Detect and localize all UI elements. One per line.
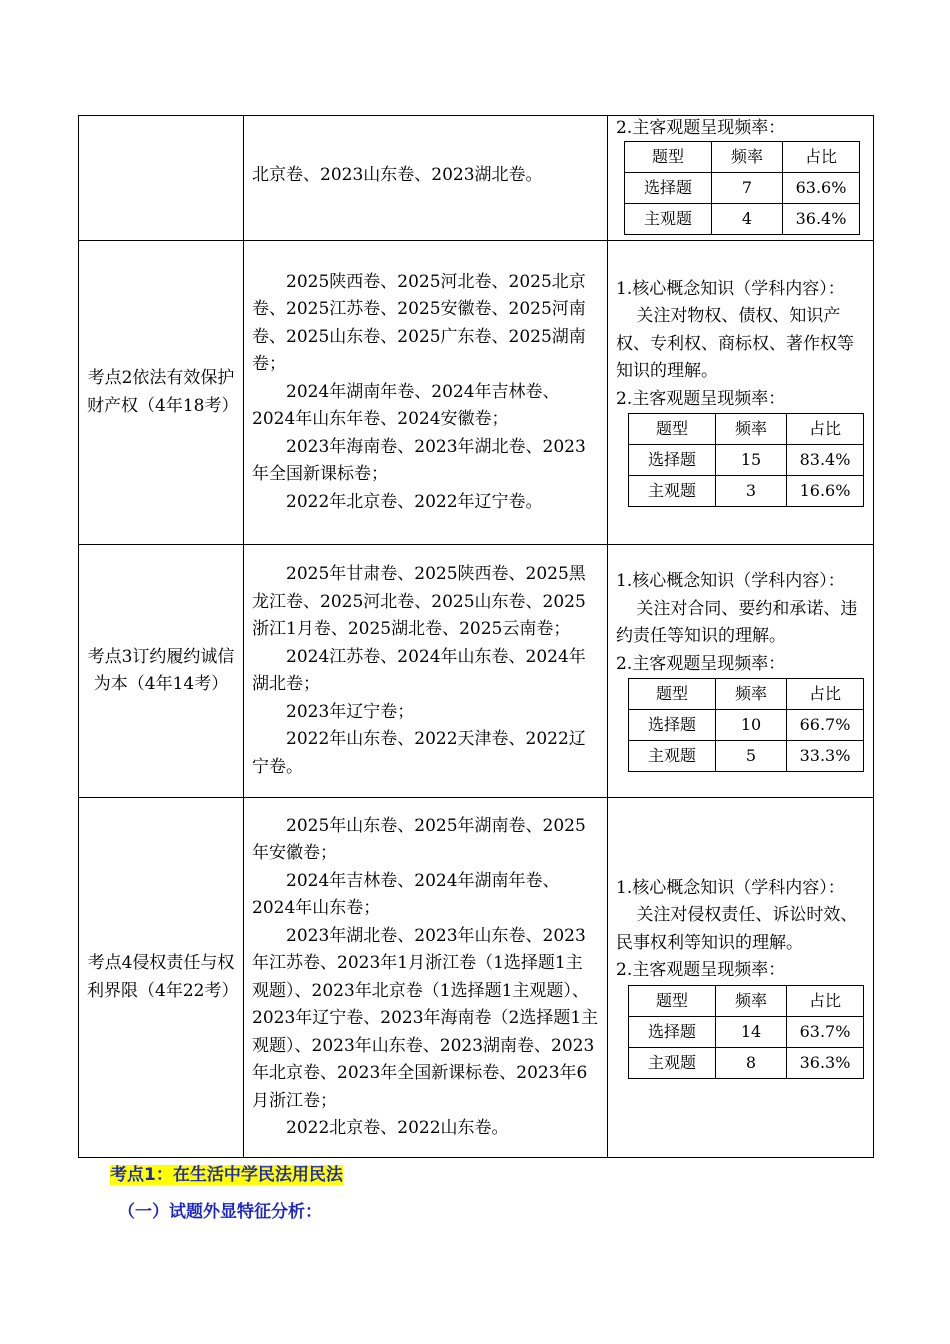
type-cell: 主观题	[629, 1047, 716, 1078]
header-cell: 占比	[787, 679, 864, 710]
header-cell: 频率	[712, 142, 783, 173]
frequency-table	[628, 678, 864, 772]
source-line: 2025陕西卷、2025河北卷、2025北京卷、2025江苏卷、2025安徽卷、2025河南卷、2025山东卷、2025广东卷、2025湖南卷；	[252, 271, 586, 375]
ratio-cell: 33.3%	[787, 741, 864, 772]
table-row	[625, 142, 860, 173]
source-line: 2024年湖南年卷、2024年吉林卷、2024年山东年卷、2024安徽卷；	[252, 381, 560, 430]
source-line: 2022年北京卷、2022年辽宁卷。	[286, 491, 543, 512]
ratio-cell: 36.3%	[787, 1047, 864, 1078]
count-cell: 7	[712, 173, 783, 204]
type-cell: 主观题	[629, 476, 716, 507]
ratio-cell: 63.7%	[787, 1016, 864, 1047]
source-line: 2024年吉林卷、2024年湖南年卷、2024年山东卷；	[252, 870, 560, 918]
info-cell	[608, 545, 874, 798]
source-line: 北京卷、2023山东卷、2023湖北卷。	[252, 165, 543, 185]
header-cell: 频率	[716, 679, 787, 710]
table-row	[629, 710, 864, 741]
source-line: 2025年甘肃卷、2025陕西卷、2025黑龙江卷、2025河北卷、2025山东卷、2025浙江1月卷、2025湖北卷、2025云南卷；	[252, 564, 586, 639]
type-cell: 选择题	[629, 710, 716, 741]
source-line: 2023年海南卷、2023年湖北卷、2023年全国新课标卷；	[252, 436, 586, 485]
table-row	[625, 173, 860, 204]
info-cell	[608, 116, 874, 241]
header-cell: 题型	[629, 414, 716, 445]
ratio-cell: 16.6%	[787, 476, 864, 507]
frequency-table	[628, 413, 864, 507]
table-row	[629, 679, 864, 710]
table-row	[629, 741, 864, 772]
source-line: 2025年山东卷、2025年湖南卷、2025年安徽卷；	[252, 815, 586, 863]
topic-cell: 考点3订约履约诚信为本（4年14考）	[79, 545, 244, 798]
header-cell: 频率	[716, 985, 787, 1016]
table-row	[629, 1016, 864, 1047]
table-row	[79, 116, 874, 241]
sources-cell	[244, 798, 608, 1158]
table-row	[629, 1047, 864, 1078]
table-row	[629, 476, 864, 507]
header-cell: 占比	[787, 414, 864, 445]
ratio-cell: 83.4%	[787, 445, 864, 476]
sources-cell	[244, 241, 608, 545]
count-cell: 15	[716, 445, 787, 476]
count-cell: 10	[716, 710, 787, 741]
info-cell	[608, 798, 874, 1158]
table-row	[79, 798, 874, 1158]
kaodian-heading	[110, 1160, 343, 1185]
header-cell: 占比	[783, 142, 860, 173]
freq-title: 2.主客观题呈现频率：	[616, 960, 786, 980]
table-row	[79, 241, 874, 545]
freq-title: 2.主客观题呈现频率：	[616, 388, 786, 409]
header-cell: 题型	[629, 679, 716, 710]
sources-cell	[244, 116, 608, 241]
exam-topics-table	[78, 115, 874, 1158]
ratio-cell: 66.7%	[787, 710, 864, 741]
frequency-table	[624, 141, 860, 235]
topic-cell: 考点2依法有效保护财产权（4年18考）	[79, 241, 244, 545]
table-row	[629, 445, 864, 476]
count-cell: 8	[716, 1047, 787, 1078]
table-row	[625, 204, 860, 235]
section-heading: （一）试题外显特征分析：	[118, 1202, 322, 1222]
count-cell: 4	[712, 204, 783, 235]
ratio-cell: 36.4%	[783, 204, 860, 235]
type-cell: 主观题	[625, 204, 712, 235]
concept-text: 关注对侵权责任、诉讼时效、民事权利等知识的理解。	[616, 905, 858, 953]
count-cell: 3	[716, 476, 787, 507]
count-cell: 5	[716, 741, 787, 772]
concept-title: 1.核心概念知识（学科内容）：	[616, 278, 845, 299]
header-cell: 题型	[625, 142, 712, 173]
source-line: 2024江苏卷、2024年山东卷、2024年湖北卷；	[252, 646, 586, 694]
frequency-table	[628, 985, 864, 1079]
header-cell: 占比	[787, 985, 864, 1016]
type-cell: 主观题	[629, 741, 716, 772]
type-cell: 选择题	[625, 173, 712, 204]
source-line: 2022北京卷、2022山东卷。	[286, 1118, 509, 1138]
type-cell: 选择题	[629, 1016, 716, 1047]
table-row	[629, 985, 864, 1016]
topic-cell	[79, 116, 244, 241]
table-row	[79, 545, 874, 798]
sources-cell	[244, 545, 608, 798]
source-line: 2023年辽宁卷；	[286, 701, 415, 722]
source-line: 2022年山东卷、2022天津卷、2022辽宁卷。	[252, 729, 586, 777]
ratio-cell: 63.6%	[783, 173, 860, 204]
concept-title: 1.核心概念知识（学科内容）：	[616, 877, 845, 898]
kaodian-heading-text: 考点1：在生活中学民法用民法	[110, 1165, 343, 1185]
header-cell: 频率	[716, 414, 787, 445]
table-row	[629, 414, 864, 445]
count-cell: 14	[716, 1016, 787, 1047]
type-cell: 选择题	[629, 445, 716, 476]
concept-text: 关注对物权、债权、知识产权、专利权、商标权、著作权等知识的理解。	[616, 306, 854, 382]
concept-text: 关注对合同、要约和承诺、违约责任等知识的理解。	[616, 598, 858, 646]
freq-title: 2.主客观题呈现频率：	[616, 118, 786, 138]
topic-cell: 考点4侵权责任与权利界限（4年22考）	[79, 798, 244, 1158]
freq-title: 2.主客观题呈现频率：	[616, 653, 786, 674]
source-line: 2023年湖北卷、2023年山东卷、2023年江苏卷、2023年1月浙江卷（1选择题1主观题）、2023年北京卷（1选择题1主观题）、2023年辽宁卷、2023年海南卷（2选择题1主观题）、2023年山东卷、2023湖南卷、2023年北京卷、2023年全国新课标卷、2023年6月浙江卷；	[252, 925, 599, 1111]
concept-title: 1.核心概念知识（学科内容）：	[616, 571, 845, 591]
info-cell	[608, 241, 874, 545]
header-cell: 题型	[629, 985, 716, 1016]
